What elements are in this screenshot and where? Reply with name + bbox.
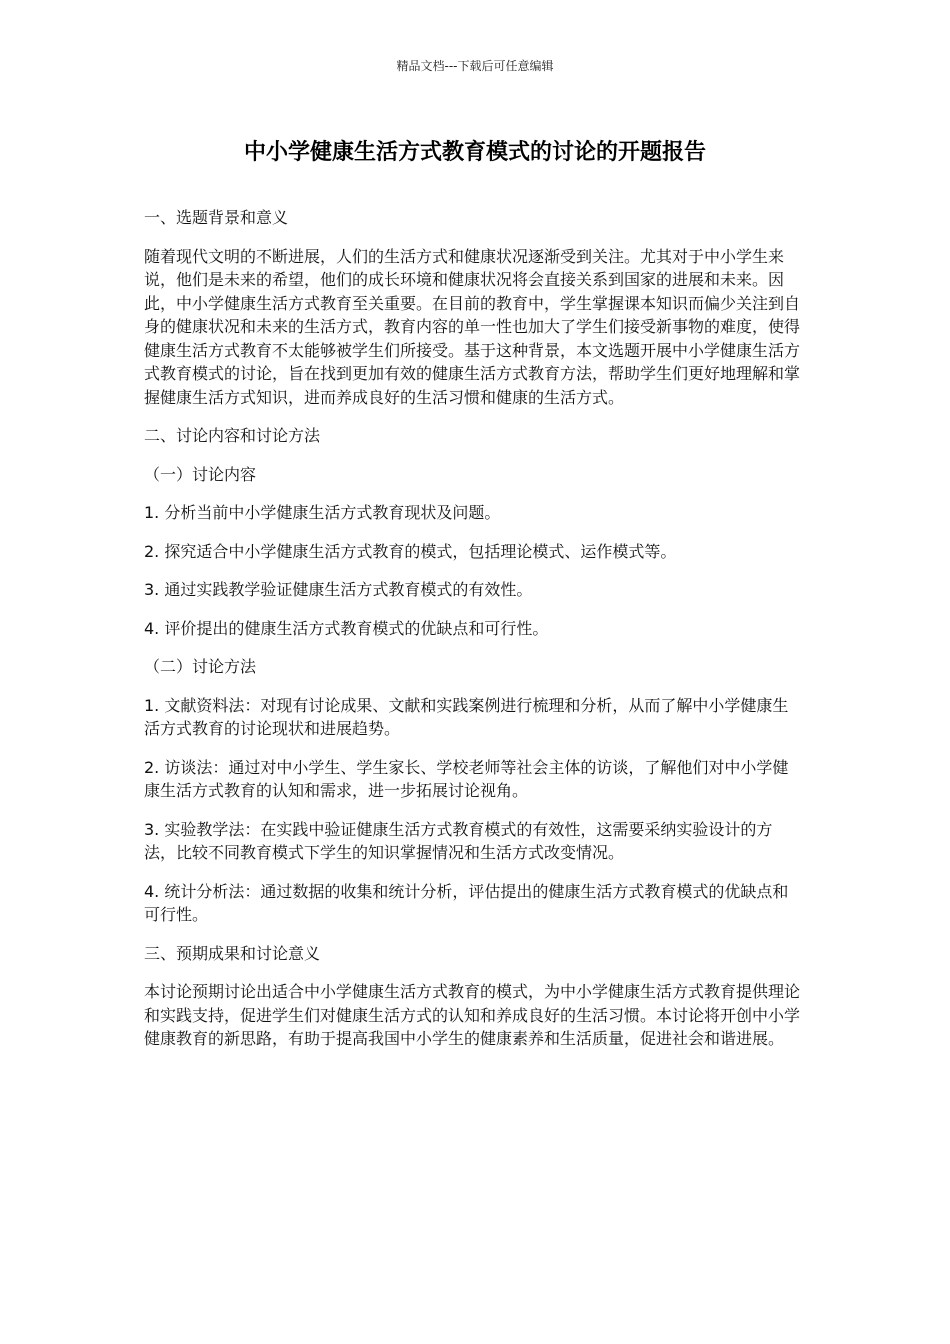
- list-item-content-2: 2. 探究适合中小学健康生活方式教育的模式，包括理论模式、运作模式等。: [144, 541, 677, 561]
- page-header: 精品文档---下载后可任意编辑: [396, 59, 554, 73]
- list-item-method-3: 3. 实验教学法：在实践中验证健康生活方式教育模式的有效性，这需要采纳实验设计的方法，比较不同教育模式下学生的知识掌握情况和生活方式改变情况。: [144, 819, 773, 862]
- list-item-content-3: 3. 通过实践教学验证健康生活方式教育模式的有效性。: [144, 580, 533, 599]
- subheading-content: （一）讨论内容: [144, 464, 257, 484]
- list-item-content-1: 1. 分析当前中小学健康生活方式教育现状及问题。: [144, 503, 501, 522]
- section-heading-background: 一、选题背景和意义: [144, 208, 289, 227]
- document-title: 中小学健康生活方式教育模式的讨论的开题报告: [243, 140, 706, 165]
- list-item-method-4: 4. 统计分析法：通过数据的收集和统计分析，评估提出的健康生活方式教育模式的优缺点和可行性。: [144, 881, 789, 924]
- list-item-method-2: 2. 访谈法：通过对中小学生、学生家长、学校老师等社会主体的访谈，了解他们对中小学健康生活方式教育的认知和需求，进一步拓展讨论视角。: [144, 757, 789, 800]
- document-body: [144, 206, 804, 1066]
- subheading-methods: （二）讨论方法: [144, 657, 257, 676]
- section-heading-outcomes: 三、预期成果和讨论意义: [144, 943, 321, 963]
- paragraph-outcomes: 本讨论预期讨论出适合中小学健康生活方式教育的模式，为中小学健康生活方式教育提供理论和实践支持，促进学生们对健康生活方式的认知和养成良好的生活习惯。本讨论将开创中小学健康教育的新思路，有助于提高我国中小学生的健康素养和生活质量，促进社会和谐进展。: [144, 982, 801, 1048]
- list-item-content-4: 4. 评价提出的健康生活方式教育模式的优缺点和可行性。: [144, 618, 549, 638]
- section-heading-content-methods: 二、讨论内容和讨论方法: [144, 426, 321, 445]
- list-item-method-1: 1. 文献资料法：对现有讨论成果、文献和实践案例进行梳理和分析，从而了解中小学健康生活方式教育的讨论现状和进展趋势。: [144, 695, 789, 738]
- paragraph-background: 随着现代文明的不断进展，人们的生活方式和健康状况逐渐受到关注。尤其对于中小学生来说，他们是未来的希望，他们的成长环境和健康状况将会直接关系到国家的进展和未来。因此，中小学健康生活方式教育至关重要。在目前的教育中，学生掌握课本知识而偏少关注到自身的健康状况和未来的生活方式，教育内容的单一性也加大了学生们接受新事物的难度，使得健康生活方式教育不太能够被学生们所接受。基于这种背景，本文选题开展中小学健康生活方式教育模式的讨论，旨在找到更加有效的健康生活方式教育方法，帮助学生们更好地理解和掌握健康生活方式知识，进而养成良好的生活习惯和健康的生活方式。: [144, 246, 801, 407]
